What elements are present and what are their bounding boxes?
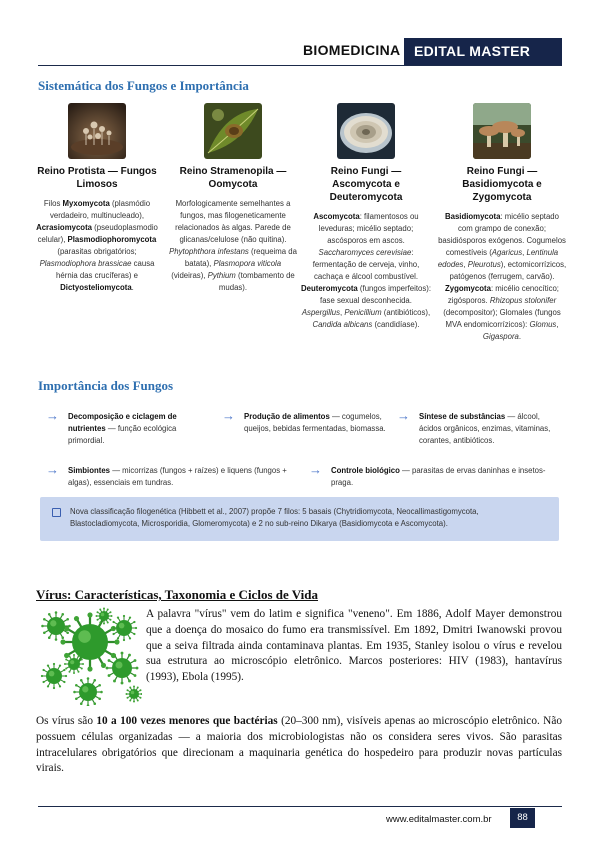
card-title: Reino Protista — Fungos Limosos	[37, 166, 157, 190]
card-body	[301, 211, 431, 331]
petri-dish-photo	[337, 103, 395, 159]
text-segment: Lentinula edodes	[437, 248, 559, 269]
text-segment: Pleurotus	[467, 260, 501, 269]
text-segment: (antibióticos),	[381, 308, 431, 317]
header-subject: BIOMEDICINA	[303, 42, 401, 58]
text-segment: Plasmodiophora brassicae	[39, 259, 132, 268]
text-segment: Morfologicamente semelhantes a fungos, mas filogeneticamente relacionados às algas. Parede de glicanas/celulose (não quitina).	[175, 199, 291, 244]
card-basidiomycota	[437, 103, 567, 343]
text-segment: Plasmopora viticola	[213, 259, 282, 268]
text-segment: 10 a 100 vezes menores que bactérias	[96, 715, 278, 727]
text-segment: causa hérnia das crucíferas) e	[56, 259, 155, 280]
text-segment: (20–300 nm), visíveis apenas ao microscópio eletrônico. Não possuem células organizadas — a maioria dos microbiologistas não os considera seres vivos. São parasitas intracelulares obrigatórios que direcionam a maquinaria genética do hospedeiro para produzir novas partículas virais.	[36, 715, 562, 775]
text-segment: (fungos imperfeitos): fase sexual desconhecida.	[320, 284, 431, 305]
text-segment: (pseudoplasmodio celular),	[37, 223, 158, 244]
text-segment: Rhizopus stolonifer	[489, 296, 557, 305]
text-segment: Filos	[43, 199, 63, 208]
section-title-virus: Vírus: Características, Taxonomia e Ciclos de Vida	[36, 587, 319, 602]
text-segment: : filamentosos ou leveduras; micélio septado; ascósporos em ascos.	[318, 212, 419, 245]
text-segment: : micélio septado com grampo de conexão; basidiósporos exógenos. Cogumelos comestíveis (	[438, 212, 566, 257]
text-segment: : micélio cenocítico; zigósporos.	[447, 284, 559, 305]
arrow-right-icon: →	[222, 408, 235, 423]
section-title-fungi-systematics: Sistemática dos Fungos e Importância	[38, 78, 249, 93]
arrow-right-icon: →	[309, 462, 322, 477]
text-segment: Penicillium	[344, 308, 382, 317]
footer-website: www.editalmaster.com.br	[386, 814, 492, 825]
text-segment: (tombamento de mudas).	[218, 271, 295, 292]
text-segment: Ascomycota	[313, 212, 360, 221]
header-divider	[38, 65, 562, 66]
note-text: Nova classificação filogenética (Hibbett et al., 2007) propõe 7 filos: 5 basais (Chytridiomycota, Neocallimastigomycota, Blastocladiomycota, Microsporidia, Glomeromycota) e 2 no sub-reino Dikarya (Basidiomycota e Ascomycota).	[70, 507, 479, 528]
slime-mold-photo	[68, 103, 126, 159]
arrow-right-icon: →	[397, 408, 410, 423]
text-segment: .	[131, 283, 134, 292]
card-protista	[32, 103, 162, 294]
text-segment: Gigaspora	[482, 332, 519, 341]
text-segment: Aspergillus	[301, 308, 340, 317]
text-segment: Plasmodiophoromycota	[67, 235, 157, 244]
virus-particles-illustration	[34, 606, 142, 706]
text-segment: Basidiomycota	[445, 212, 501, 221]
text-segment: : fermentação de cerveja, vinho, cachaça e álcool combustível.	[312, 248, 420, 281]
text-segment: (videiras),	[171, 271, 208, 280]
card-title: Reino Fungi — Basidiomycota e Zygomycota	[462, 166, 542, 203]
text-segment: Pythium	[207, 271, 236, 280]
card-body	[168, 198, 298, 294]
mushrooms-photo	[473, 103, 531, 159]
card-title: Reino Stramenopila — Oomycota	[179, 166, 287, 190]
text-segment: .	[518, 332, 522, 341]
text-segment: Glomus	[529, 320, 557, 329]
text-segment: Myxomycota	[62, 199, 110, 208]
virus-size-paragraph	[36, 714, 562, 777]
card-title: Reino Fungi — Ascomycota e Deuteromycota	[329, 166, 403, 203]
text-segment: ,	[522, 248, 527, 257]
text-segment: Acrasiomycota	[36, 223, 92, 232]
arrow-right-icon: →	[46, 408, 59, 423]
text-segment: (plasmódio verdadeiro, multinucleado),	[49, 199, 151, 220]
text-segment: (parasitas obrigatórios;	[57, 247, 137, 256]
footer-divider	[38, 806, 562, 807]
importance-item: Controle biológico — parasitas de ervas daninhas e insetos-praga.	[331, 466, 546, 487]
text-segment: ,	[463, 260, 468, 269]
card-ascomycota	[301, 103, 431, 331]
card-body	[32, 198, 162, 294]
text-segment: Deuteromycota	[301, 284, 358, 293]
card-stramenopila	[168, 103, 298, 294]
text-segment: ,	[339, 308, 345, 317]
text-segment: Saccharomyces cerevisiae	[318, 248, 412, 257]
virus-intro-paragraph: A palavra "vírus" vem do latim e significa "veneno". Em 1886, Adolf Mayer demonstrou que a doença do mosaico do fumo era transmissível. Em 1892, Dmitri Iwanowski provou que a seiva filtrada ainda contaminava plantas. Em 1935, Stanley isolou o vírus e revelou sua estrutura ao microscópio eletrônico. Marcos posteriores: HIV (1983), hantavírus (1993), Ebola (1995).	[146, 608, 562, 684]
note-box	[40, 497, 559, 541]
text-segment: (requeima da batata),	[184, 247, 297, 268]
text-segment: (candidíase).	[372, 320, 420, 329]
text-segment: ,	[556, 320, 559, 329]
text-segment: (decompositor); Glomales (fungos MVA endomicorrízicos):	[443, 308, 561, 329]
note-icon	[52, 508, 61, 517]
card-body	[437, 211, 567, 343]
importance-item: Síntese de substâncias — álcool, ácidos orgânicos, enzimas, vitaminas, corantes, antibióticos.	[419, 412, 551, 445]
text-segment: Candida albicans	[312, 320, 373, 329]
importance-item: Produção de alimentos — cogumelos, queijos, bebidas fermentadas, biomassa.	[244, 412, 386, 433]
text-segment: ), ectomicorrízicos, patógenos (ferrugem, carvão).	[449, 260, 567, 281]
page-number: 88	[510, 808, 535, 828]
text-segment: Os vírus são	[36, 715, 97, 727]
arrow-right-icon: →	[46, 462, 59, 477]
section-title-fungi-importance: Importância dos Fungos	[38, 378, 174, 393]
text-segment: Dictyosteliomycota	[60, 283, 132, 292]
text-segment: Zygomycota	[445, 284, 491, 293]
header-brand: EDITAL MASTER	[404, 38, 562, 65]
leaf-blight-photo	[204, 103, 262, 159]
importance-item: Decomposição e ciclagem de nutrientes — função ecológica primordial.	[68, 412, 177, 445]
importance-item: Simbiontes — micorrizas (fungos + raízes) e liquens (fungos + algas), essenciais em tundras.	[68, 466, 287, 487]
text-segment: Phytophthora infestans	[169, 247, 249, 256]
text-segment: Agaricus	[491, 248, 523, 257]
